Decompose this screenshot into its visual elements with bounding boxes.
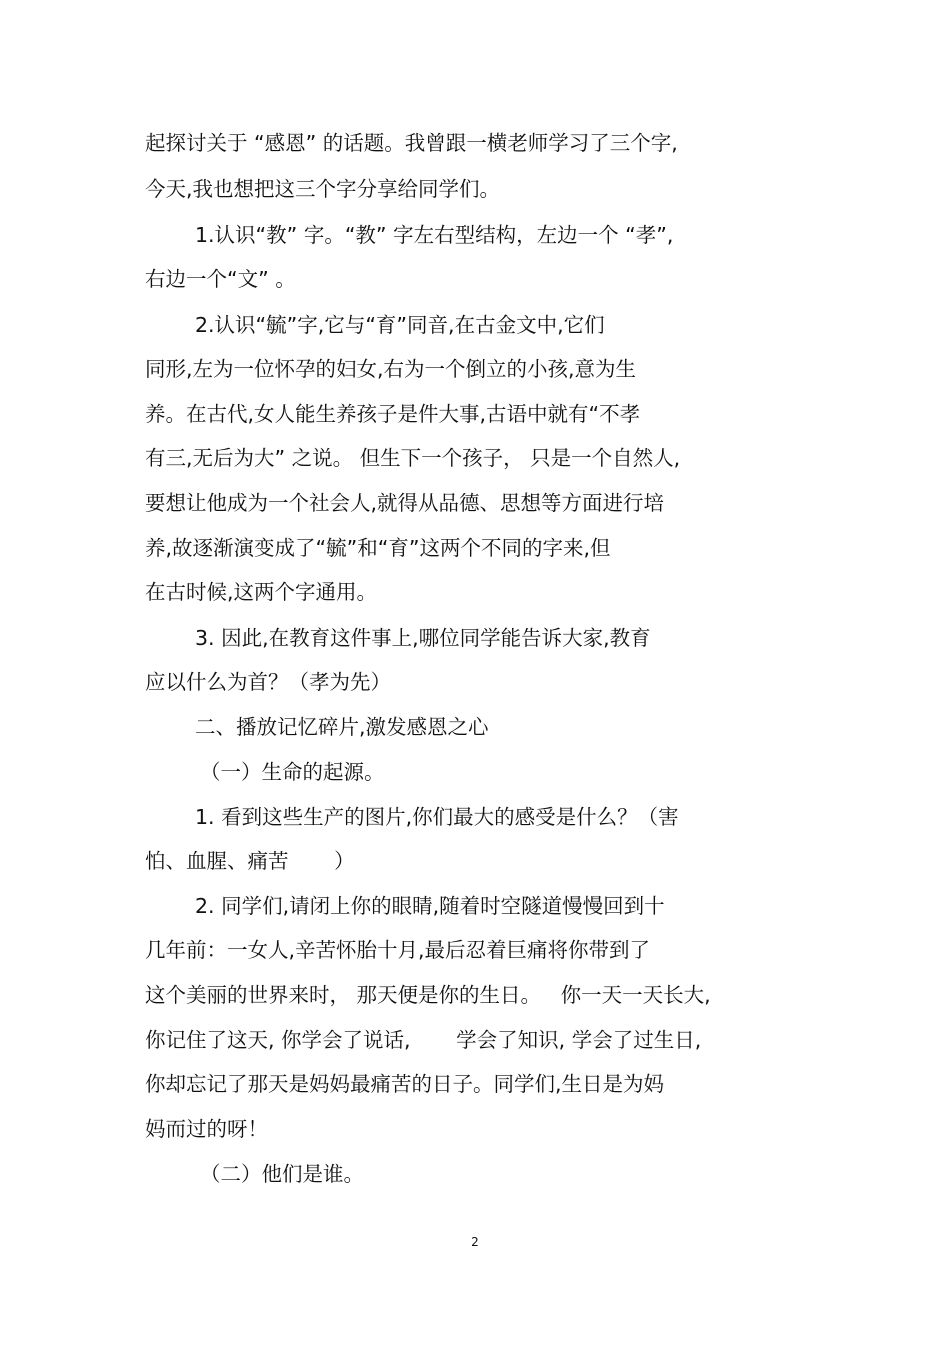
subsection-heading: （一）生命的起源。 [200, 760, 385, 784]
text-line: 今天,我也想把这三个字分享给同学们。 [145, 177, 501, 201]
text-line: 应以什么为首？（孝为先） [145, 670, 391, 694]
text-line: 右边一个“文” 。 [145, 267, 296, 291]
text-line: 要想让他成为一个社会人,就得从品德、思想等方面进行培 [145, 491, 665, 515]
text-line: 2.认识“毓”字,它与“育”同音,在古金文中,它们 [195, 313, 605, 337]
text-line: 养,故逐渐演变成了“毓”和“育”这两个不同的字来,但 [145, 536, 611, 560]
text-line: 在古时候,这两个字通用。 [145, 580, 378, 604]
text-line: 3. 因此,在教育这件事上,哪位同学能告诉大家,教育 [195, 626, 651, 650]
text-line: 妈而过的呀！ [145, 1117, 268, 1141]
text-line: 同形,左为一位怀孕的妇女,右为一个倒立的小孩,意为生 [145, 357, 637, 381]
text-line: 怕、血腥、痛苦 ） [145, 849, 355, 873]
text-line: 2. 同学们,请闭上你的眼睛,随着时空隧道慢慢回到十 [195, 894, 665, 918]
text-line: 养。在古代,女人能生养孩子是件大事,古语中就有“不孝 [145, 402, 641, 426]
section-heading: 二、播放记忆碎片,激发感恩之心 [195, 715, 489, 739]
text-line: 有三,无后为大” 之说。 但生下一个孩子， 只是一个自然人, [145, 446, 681, 470]
text-line: 这个美丽的世界来时， 那天便是你的生日。 你一天一天长大, [145, 983, 711, 1007]
text-line: 1.认识“教” 字。“教” 字左右型结构，左边一个 “孝”, [195, 223, 674, 247]
text-line: 1. 看到这些生产的图片,你们最大的感受是什么？（害 [195, 805, 679, 829]
text-line: 几年前：一女人,辛苦怀胎十月,最后忍着巨痛将你带到了 [145, 938, 651, 962]
text-line: 起探讨关于 “感恩” 的话题。我曾跟一横老师学习了三个字, [145, 131, 678, 155]
text-line: 你却忘记了那天是妈妈最痛苦的日子。同学们,生日是为妈 [145, 1072, 665, 1096]
page-number: 2 [471, 1235, 479, 1249]
text-line: 你记住了这天, 你学会了说话, 学会了知识, 学会了过生日, [145, 1028, 702, 1052]
subsection-heading: （二）他们是谁。 [200, 1162, 364, 1186]
